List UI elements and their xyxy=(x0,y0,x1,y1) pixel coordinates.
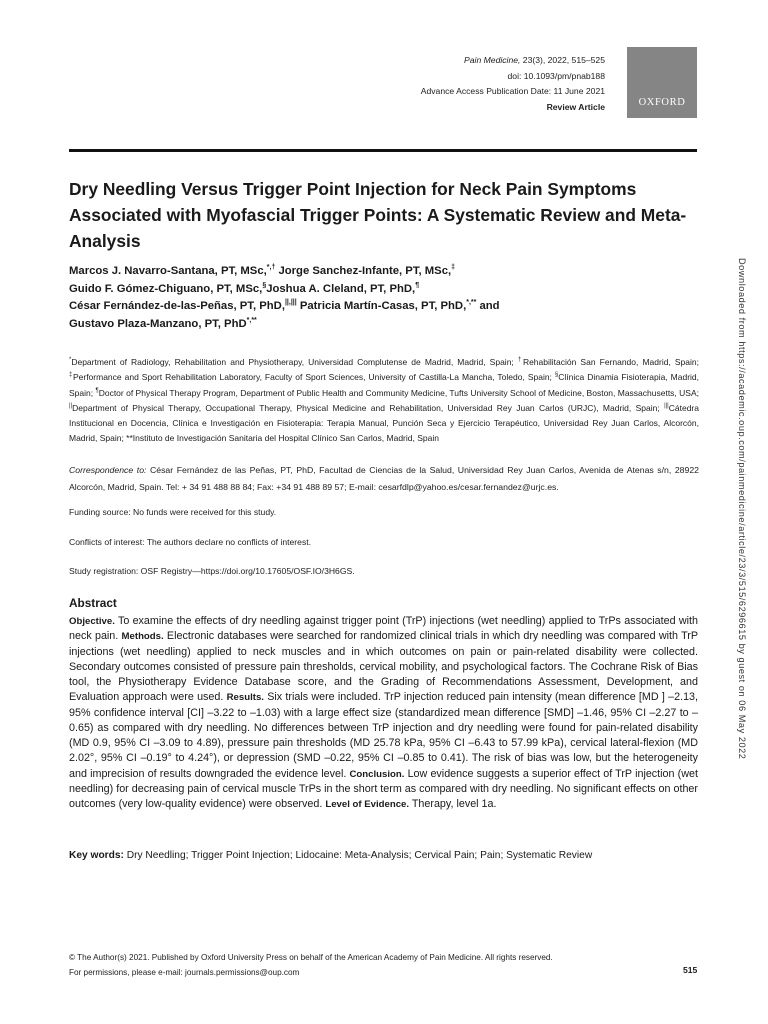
download-side-note: Downloaded from https://academic.oup.com/painmedicine/article/23/3/515/6296615 by guest on 06 May 2022 xyxy=(737,258,747,760)
oxford-logo xyxy=(627,47,697,118)
abstract-body: Objective. To examine the effects of dry needling against trigger point (TrP) injections (wet needling) applied to TrPs associated with neck pain. Methods. Electronic databases were searched for randomized clinical trials in which dry needling was compared with TrP injections (wet needling) applied to neck muscles and in which outcomes on pain or pain-related disability were collected. Secondary outcomes consisted of pressure pain thresholds, cervical mobility, and psychological factors. The Cochrane Risk of Bias tool, the Physiotherapy Evidence Database score, and the Grading of Recommendations Assessment, Development, and Evaluation approach were used. Results. Six trials were included. TrP injection reduced pain intensity (mean difference [MD ] –2.13, 95% confidence interval [CI] –3.22 to –1.03) with a large effect size (standardized mean difference [SMD] –1.46, 95% CI –2.27 to –0.65) as compared with dry needling. No differences between TrP injection and dry needling were found for pain-related disability (MD 0.9, 95% CI –3.09 to 4.89), pressure pain thresholds (MD 25.78 kPa, 95% CI –6.43 to 57.99 kPa), cervical lateral-flexion (MD 2.02°, 95% CI –0.19° to 4.24°), or depression (SMD –0.22, 95% CI –0.85 to 0.41). The risk of bias was low, but the heterogeneity and imprecision of results downgraded the evidence level. Conclusion. Low evidence suggests a superior effect of TrP injection (wet needling) for decreasing pain of cervical muscle TrPs in the short term as compared with dry needling. No significant effects on other outcomes (very low-quality evidence) were observed. Level of Evidence. Therapy, level 1a. xyxy=(69,615,699,810)
funding-note: Funding source: No funds were received for this study. xyxy=(69,507,277,517)
abstract-heading: Abstract xyxy=(69,596,117,610)
citation: Pain Medicine, 23(3), 2022, 515–525 xyxy=(464,55,605,65)
author-line-3: César Fernández-de-las-Peñas, PT, PhD,||,||| Patricia Martín-Casas, PT, PhD,*,** and xyxy=(69,299,500,312)
keywords: Key words: Dry Needling; Trigger Point Injection; Lidocaine: Meta-Analysis; Cervical Pain; Pain; Systematic Review xyxy=(69,850,593,861)
correspondence: Correspondence to: César Fernández de las Peñas, PT, PhD, Facultad de Ciencias de la Salud, Universidad Rey Juan Carlos, Avenida de Atenas s/n, 28922 Alcorcón, Madrid, Spain. Tel: + 34 91 488 88 84; Fax: +34 91 488 89 57; E-mail: cesarfdlp@yahoo.es/cesar.fernandez@urjc.es. xyxy=(69,465,699,492)
affiliations: *Department of Radiology, Rehabilitation and Physiotherapy, Universidad Complutense de Madrid, Madrid, Spain; †Rehabilitación San Fernando, Madrid, Spain; ‡Performance and Sport Rehabilitation Laboratory, Faculty of Sport Sciences, University of Castilla-La Mancha, Toledo, Spain; §Clínica Dinamia Fisioterapia, Madrid, Spain; ¶Doctor of Physical Therapy Program, Department of Public Health and Community Medicine, Tufts University School of Medicine, Boston, Massachusetts, USA; ||Department of Physical Therapy, Occupational Therapy, Physical Medicine and Rehabilitation, Universidad Rey Juan Carlos (URJC), Madrid, Spain; |||Cátedra Institucional en Docencia, Clínica e Investigación en Fisioterapia: Terapia Manual, Punción Seca y Ejercicio Terapéutico, Universidad Rey Juan Carlos, Alcorcón, Madrid, Spain; **Instituto de Investigación Sanitaria del Hospital Clínico San Carlos, Madrid, Spain xyxy=(69,357,699,444)
author-list xyxy=(69,263,669,333)
article-type: Review Article xyxy=(546,101,605,112)
conflicts-note: Conflicts of interest: The authors declare no conflicts of interest. xyxy=(69,537,312,547)
logo-text: OXFORD xyxy=(638,97,686,108)
footer xyxy=(69,950,553,980)
registration-note: Study registration: OSF Registry—https://doi.org/10.17605/OSF.IO/3H6GS. xyxy=(69,566,355,576)
header-rule xyxy=(69,149,697,152)
doi[interactable]: doi: 10.1093/pm/pnab188 xyxy=(507,70,605,81)
copyright-line: © The Author(s) 2021. Published by Oxford University Press on behalf of the American Academy of Pain Medicine. All rights reserved. xyxy=(69,953,553,962)
author-line-2: Guido F. Gómez-Chiguano, PT, MSc,§Joshua A. Cleland, PT, PhD,¶ xyxy=(69,281,420,295)
article-title: Dry Needling Versus Trigger Point Injection for Neck Pain Symptoms Associated with Myofascial Trigger Points: A Systematic Review and Meta-Analysis xyxy=(69,179,687,251)
journal-info xyxy=(421,53,605,115)
page-number: 515 xyxy=(683,965,698,975)
author-line-4: Gustavo Plaza-Manzano, PT, PhD*,** xyxy=(69,316,257,330)
author-line-1: Marcos J. Navarro-Santana, PT, MSc,*,† Jorge Sanchez-Infante, PT, MSc,‡ xyxy=(69,264,456,277)
permissions-line: For permissions, please e-mail: journals.permissions@oup.com xyxy=(69,968,300,977)
access-date: Advance Access Publication Date: 11 June 2021 xyxy=(420,86,605,96)
